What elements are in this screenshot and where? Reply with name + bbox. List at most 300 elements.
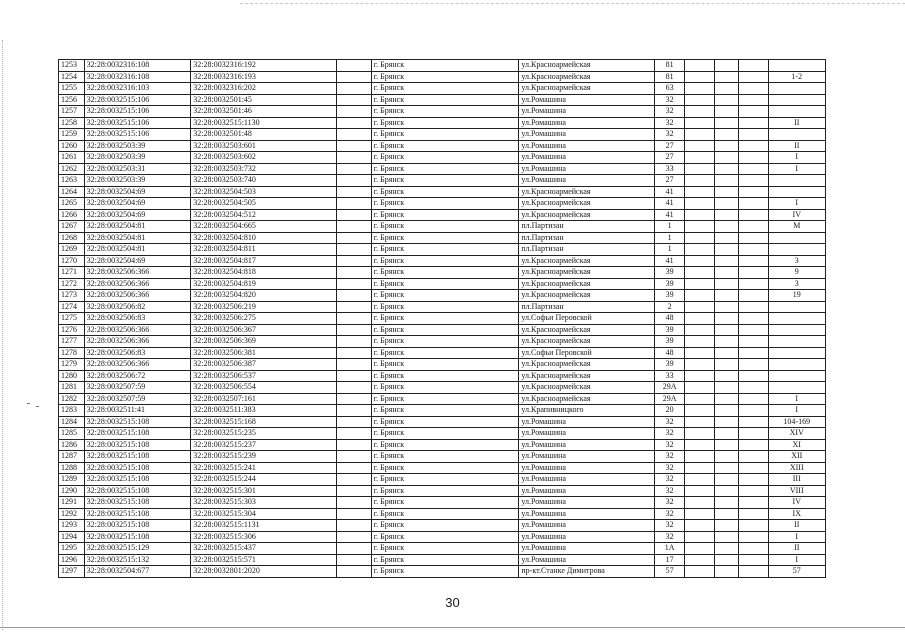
city: г. Брянск xyxy=(371,428,519,440)
empty-cell xyxy=(738,485,768,497)
empty-cell xyxy=(685,370,715,382)
house-number: 33 xyxy=(654,163,685,175)
object-cadastral-number: 32:28:0032503:602 xyxy=(191,152,337,164)
empty-cell xyxy=(336,382,371,394)
city: г. Брянск xyxy=(371,94,519,106)
object-cadastral-number: 32:28:0032515:241 xyxy=(191,462,337,474)
empty-cell xyxy=(738,462,768,474)
table-row xyxy=(59,106,826,118)
row-number: 1282 xyxy=(59,393,85,405)
table-row xyxy=(59,255,826,267)
empty-cell xyxy=(715,439,739,451)
empty-cell xyxy=(715,106,739,118)
empty-cell xyxy=(336,244,371,256)
empty-cell xyxy=(685,267,715,279)
table-row xyxy=(59,209,826,221)
table-row xyxy=(59,301,826,313)
parcel-cadastral-number: 32:28:0032515:108 xyxy=(84,485,191,497)
empty-cell xyxy=(336,520,371,532)
house-number: 32 xyxy=(654,129,685,141)
empty-cell xyxy=(738,163,768,175)
object-cadastral-number: 32:28:0032503:740 xyxy=(191,175,337,187)
table-row xyxy=(59,232,826,244)
premises-number: I xyxy=(768,405,825,417)
parcel-cadastral-number: 32:28:0032504:69 xyxy=(84,186,191,198)
city: г. Брянск xyxy=(371,198,519,210)
empty-cell xyxy=(685,278,715,290)
row-number: 1285 xyxy=(59,428,85,440)
row-number: 1269 xyxy=(59,244,85,256)
table-row xyxy=(59,117,826,129)
premises-number xyxy=(768,382,825,394)
row-number: 1263 xyxy=(59,175,85,187)
empty-cell xyxy=(685,60,715,72)
empty-cell xyxy=(715,474,739,486)
city: г. Брянск xyxy=(371,520,519,532)
house-number: 32 xyxy=(654,497,685,509)
premises-number xyxy=(768,83,825,95)
premises-number: XI xyxy=(768,439,825,451)
parcel-cadastral-number: 32:28:0032316:103 xyxy=(84,83,191,95)
object-cadastral-number: 32:28:0032503:732 xyxy=(191,163,337,175)
empty-cell xyxy=(685,209,715,221)
premises-number: 57 xyxy=(768,566,825,578)
empty-cell xyxy=(336,152,371,164)
parcel-cadastral-number: 32:28:0032515:108 xyxy=(84,474,191,486)
parcel-cadastral-number: 32:28:0032506:366 xyxy=(84,336,191,348)
premises-number xyxy=(768,359,825,371)
empty-cell xyxy=(738,543,768,555)
premises-number: II xyxy=(768,543,825,555)
parcel-cadastral-number: 32:28:0032515:108 xyxy=(84,451,191,463)
house-number: 32 xyxy=(654,451,685,463)
city: г. Брянск xyxy=(371,336,519,348)
street: ул.Красноармейская xyxy=(519,278,654,290)
empty-cell xyxy=(738,255,768,267)
object-cadastral-number: 32:28:0032506:554 xyxy=(191,382,337,394)
city: г. Брянск xyxy=(371,267,519,279)
street: ул.Ромашина xyxy=(519,462,654,474)
premises-number xyxy=(768,324,825,336)
house-number: 39 xyxy=(654,336,685,348)
street: ул.Красноармейская xyxy=(519,393,654,405)
table-row xyxy=(59,462,826,474)
empty-cell xyxy=(685,140,715,152)
empty-cell xyxy=(685,175,715,187)
street: ул.Красноармейская xyxy=(519,71,654,83)
empty-cell xyxy=(336,278,371,290)
city: г. Брянск xyxy=(371,485,519,497)
empty-cell xyxy=(336,129,371,141)
street: ул.Красноармейская xyxy=(519,198,654,210)
empty-cell xyxy=(738,129,768,141)
empty-cell xyxy=(336,106,371,118)
city: г. Брянск xyxy=(371,324,519,336)
row-number: 1294 xyxy=(59,531,85,543)
object-cadastral-number: 32:28:0032504:819 xyxy=(191,278,337,290)
empty-cell xyxy=(738,106,768,118)
row-number: 1256 xyxy=(59,94,85,106)
object-cadastral-number: 32:28:0032316:192 xyxy=(191,60,337,72)
empty-cell xyxy=(738,474,768,486)
row-number: 1253 xyxy=(59,60,85,72)
empty-cell xyxy=(715,290,739,302)
empty-cell xyxy=(715,336,739,348)
premises-number: IV xyxy=(768,209,825,221)
empty-cell xyxy=(336,71,371,83)
empty-cell xyxy=(685,382,715,394)
house-number: 32 xyxy=(654,508,685,520)
empty-cell xyxy=(336,163,371,175)
object-cadastral-number: 32:28:0032801:2020 xyxy=(191,566,337,578)
city: г. Брянск xyxy=(371,554,519,566)
street: ул.Ромашина xyxy=(519,117,654,129)
empty-cell xyxy=(685,439,715,451)
city: г. Брянск xyxy=(371,60,519,72)
empty-cell xyxy=(738,232,768,244)
house-number: 27 xyxy=(654,140,685,152)
empty-cell xyxy=(715,301,739,313)
parcel-cadastral-number: 32:28:0032506:72 xyxy=(84,370,191,382)
house-number: 63 xyxy=(654,83,685,95)
premises-number xyxy=(768,60,825,72)
house-number: 39 xyxy=(654,267,685,279)
empty-cell xyxy=(336,290,371,302)
empty-cell xyxy=(738,152,768,164)
empty-cell xyxy=(685,359,715,371)
empty-cell xyxy=(738,370,768,382)
premises-number: XIII xyxy=(768,462,825,474)
premises-number: VIII xyxy=(768,485,825,497)
premises-number: II xyxy=(768,140,825,152)
empty-cell xyxy=(715,186,739,198)
empty-cell xyxy=(738,497,768,509)
premises-number: XIV xyxy=(768,428,825,440)
registry-table-body xyxy=(59,60,826,578)
parcel-cadastral-number: 32:28:0032506:82 xyxy=(84,301,191,313)
empty-cell xyxy=(336,428,371,440)
row-number: 1284 xyxy=(59,416,85,428)
table-row xyxy=(59,566,826,578)
house-number: 29А xyxy=(654,382,685,394)
city: г. Брянск xyxy=(371,106,519,118)
empty-cell xyxy=(336,175,371,187)
empty-cell xyxy=(685,543,715,555)
city: г. Брянск xyxy=(371,71,519,83)
row-number: 1297 xyxy=(59,566,85,578)
empty-cell xyxy=(336,347,371,359)
street: ул.Ромашина xyxy=(519,543,654,555)
parcel-cadastral-number: 32:28:0032515:106 xyxy=(84,117,191,129)
empty-cell xyxy=(685,117,715,129)
house-number: 32 xyxy=(654,474,685,486)
house-number: 41 xyxy=(654,209,685,221)
house-number: 20 xyxy=(654,405,685,417)
premises-number xyxy=(768,129,825,141)
empty-cell xyxy=(336,474,371,486)
object-cadastral-number: 32:28:0032515:1130 xyxy=(191,117,337,129)
empty-cell xyxy=(715,462,739,474)
house-number: 1 xyxy=(654,221,685,233)
object-cadastral-number: 32:28:0032515:306 xyxy=(191,531,337,543)
street: ул.Красноармейская xyxy=(519,370,654,382)
street: ул.Ромашина xyxy=(519,485,654,497)
empty-cell xyxy=(715,393,739,405)
premises-number xyxy=(768,232,825,244)
city: г. Брянск xyxy=(371,140,519,152)
empty-cell xyxy=(738,416,768,428)
empty-cell xyxy=(738,382,768,394)
empty-cell xyxy=(685,71,715,83)
row-number: 1266 xyxy=(59,209,85,221)
table-row xyxy=(59,428,826,440)
parcel-cadastral-number: 32:28:0032511:41 xyxy=(84,405,191,417)
empty-cell xyxy=(738,244,768,256)
empty-cell xyxy=(336,497,371,509)
table-row xyxy=(59,554,826,566)
parcel-cadastral-number: 32:28:0032503:31 xyxy=(84,163,191,175)
object-cadastral-number: 32:28:0032504:817 xyxy=(191,255,337,267)
premises-number: М xyxy=(768,221,825,233)
row-number: 1275 xyxy=(59,313,85,325)
empty-cell xyxy=(715,71,739,83)
street: ул.Ромашина xyxy=(519,451,654,463)
empty-cell xyxy=(336,324,371,336)
empty-cell xyxy=(715,416,739,428)
table-row xyxy=(59,416,826,428)
row-number: 1258 xyxy=(59,117,85,129)
empty-cell xyxy=(336,451,371,463)
parcel-cadastral-number: 32:28:0032504:81 xyxy=(84,232,191,244)
object-cadastral-number: 32:28:0032501:45 xyxy=(191,94,337,106)
street: ул.Красноармейская xyxy=(519,290,654,302)
house-number: 32 xyxy=(654,428,685,440)
parcel-cadastral-number: 32:28:0032504:677 xyxy=(84,566,191,578)
empty-cell xyxy=(715,221,739,233)
empty-cell xyxy=(336,566,371,578)
empty-cell xyxy=(715,382,739,394)
table-row xyxy=(59,324,826,336)
empty-cell xyxy=(685,554,715,566)
parcel-cadastral-number: 32:28:0032316:108 xyxy=(84,60,191,72)
empty-cell xyxy=(738,71,768,83)
table-row xyxy=(59,71,826,83)
empty-cell xyxy=(715,163,739,175)
row-number: 1268 xyxy=(59,232,85,244)
empty-cell xyxy=(685,232,715,244)
empty-cell xyxy=(336,416,371,428)
street: пл.Партизан xyxy=(519,244,654,256)
empty-cell xyxy=(738,554,768,566)
object-cadastral-number: 32:28:0032504:820 xyxy=(191,290,337,302)
row-number: 1255 xyxy=(59,83,85,95)
street: ул.Красноармейская xyxy=(519,83,654,95)
row-number: 1267 xyxy=(59,221,85,233)
table-row xyxy=(59,485,826,497)
row-number: 1296 xyxy=(59,554,85,566)
city: г. Брянск xyxy=(371,244,519,256)
table-row xyxy=(59,370,826,382)
street: пл.Партизан xyxy=(519,301,654,313)
empty-cell xyxy=(336,405,371,417)
empty-cell xyxy=(685,83,715,95)
city: г. Брянск xyxy=(371,474,519,486)
empty-cell xyxy=(715,175,739,187)
city: г. Брянск xyxy=(371,347,519,359)
city: г. Брянск xyxy=(371,83,519,95)
empty-cell xyxy=(336,221,371,233)
parcel-cadastral-number: 32:28:0032504:81 xyxy=(84,244,191,256)
empty-cell xyxy=(336,117,371,129)
empty-cell xyxy=(685,163,715,175)
city: г. Брянск xyxy=(371,393,519,405)
empty-cell xyxy=(715,152,739,164)
empty-cell xyxy=(685,290,715,302)
empty-cell xyxy=(715,566,739,578)
house-number: 48 xyxy=(654,313,685,325)
house-number: 39 xyxy=(654,324,685,336)
street: пр-кт.Станке Димитрова xyxy=(519,566,654,578)
parcel-cadastral-number: 32:28:0032504:69 xyxy=(84,198,191,210)
row-number: 1265 xyxy=(59,198,85,210)
house-number: 39 xyxy=(654,290,685,302)
object-cadastral-number: 32:28:0032504:818 xyxy=(191,267,337,279)
premises-number xyxy=(768,370,825,382)
object-cadastral-number: 32:28:0032515:301 xyxy=(191,485,337,497)
object-cadastral-number: 32:28:0032507:161 xyxy=(191,393,337,405)
empty-cell xyxy=(715,359,739,371)
object-cadastral-number: 32:28:0032506:275 xyxy=(191,313,337,325)
street: ул.Крапивницкого xyxy=(519,405,654,417)
city: г. Брянск xyxy=(371,531,519,543)
empty-cell xyxy=(738,117,768,129)
row-number: 1281 xyxy=(59,382,85,394)
table-row xyxy=(59,129,826,141)
empty-cell xyxy=(715,370,739,382)
parcel-cadastral-number: 32:28:0032506:366 xyxy=(84,267,191,279)
premises-number: 104-169 xyxy=(768,416,825,428)
row-number: 1270 xyxy=(59,255,85,267)
empty-cell xyxy=(685,566,715,578)
premises-number xyxy=(768,186,825,198)
premises-number: XII xyxy=(768,451,825,463)
empty-cell xyxy=(738,566,768,578)
street: ул.Ромашина xyxy=(519,94,654,106)
row-number: 1287 xyxy=(59,451,85,463)
row-number: 1261 xyxy=(59,152,85,164)
house-number: 1 xyxy=(654,244,685,256)
house-number: 27 xyxy=(654,152,685,164)
empty-cell xyxy=(336,462,371,474)
parcel-cadastral-number: 32:28:0032515:108 xyxy=(84,439,191,451)
table-row xyxy=(59,83,826,95)
city: г. Брянск xyxy=(371,359,519,371)
row-number: 1276 xyxy=(59,324,85,336)
street: ул.Ромашина xyxy=(519,175,654,187)
empty-cell xyxy=(738,347,768,359)
row-number: 1264 xyxy=(59,186,85,198)
empty-cell xyxy=(715,244,739,256)
street: ул.Ромашина xyxy=(519,106,654,118)
row-number: 1288 xyxy=(59,462,85,474)
city: г. Брянск xyxy=(371,451,519,463)
house-number: 2 xyxy=(654,301,685,313)
house-number: 1А xyxy=(654,543,685,555)
empty-cell xyxy=(738,336,768,348)
empty-cell xyxy=(738,198,768,210)
city: г. Брянск xyxy=(371,405,519,417)
parcel-cadastral-number: 32:28:0032515:108 xyxy=(84,520,191,532)
street: ул.Софьи Перовской xyxy=(519,313,654,325)
empty-cell xyxy=(715,313,739,325)
empty-cell xyxy=(738,83,768,95)
house-number: 48 xyxy=(654,347,685,359)
empty-cell xyxy=(336,186,371,198)
empty-cell xyxy=(715,543,739,555)
row-number: 1279 xyxy=(59,359,85,371)
object-cadastral-number: 32:28:0032501:46 xyxy=(191,106,337,118)
row-number: 1295 xyxy=(59,543,85,555)
object-cadastral-number: 32:28:0032515:571 xyxy=(191,554,337,566)
empty-cell xyxy=(336,485,371,497)
empty-cell xyxy=(336,554,371,566)
empty-cell xyxy=(336,531,371,543)
empty-cell xyxy=(685,531,715,543)
parcel-cadastral-number: 32:28:0032506:83 xyxy=(84,313,191,325)
parcel-cadastral-number: 32:28:0032506:366 xyxy=(84,324,191,336)
row-number: 1291 xyxy=(59,497,85,509)
empty-cell xyxy=(336,359,371,371)
object-cadastral-number: 32:28:0032506:381 xyxy=(191,347,337,359)
empty-cell xyxy=(336,209,371,221)
empty-cell xyxy=(336,313,371,325)
table-row xyxy=(59,543,826,555)
empty-cell xyxy=(685,324,715,336)
premises-number xyxy=(768,94,825,106)
house-number: 32 xyxy=(654,462,685,474)
empty-cell xyxy=(738,301,768,313)
street: пл.Партизан xyxy=(519,221,654,233)
parcel-cadastral-number: 32:28:0032503:39 xyxy=(84,140,191,152)
premises-number xyxy=(768,244,825,256)
empty-cell xyxy=(715,324,739,336)
premises-number: I xyxy=(768,152,825,164)
parcel-cadastral-number: 32:28:0032504:69 xyxy=(84,255,191,267)
premises-number xyxy=(768,336,825,348)
parcel-cadastral-number: 32:28:0032515:106 xyxy=(84,94,191,106)
object-cadastral-number: 32:28:0032515:235 xyxy=(191,428,337,440)
city: г. Брянск xyxy=(371,301,519,313)
empty-cell xyxy=(738,451,768,463)
city: г. Брянск xyxy=(371,382,519,394)
house-number: 29А xyxy=(654,393,685,405)
empty-cell xyxy=(738,290,768,302)
premises-number xyxy=(768,175,825,187)
object-cadastral-number: 32:28:0032506:537 xyxy=(191,370,337,382)
parcel-cadastral-number: 32:28:0032504:69 xyxy=(84,209,191,221)
row-number: 1289 xyxy=(59,474,85,486)
object-cadastral-number: 32:28:0032506:367 xyxy=(191,324,337,336)
house-number: 39 xyxy=(654,278,685,290)
street: ул.Красноармейская xyxy=(519,382,654,394)
house-number: 41 xyxy=(654,255,685,267)
street: ул.Красноармейская xyxy=(519,209,654,221)
scan-artifact-bottom-line xyxy=(0,627,905,628)
empty-cell xyxy=(685,244,715,256)
object-cadastral-number: 32:28:0032504:505 xyxy=(191,198,337,210)
house-number: 41 xyxy=(654,198,685,210)
empty-cell xyxy=(715,83,739,95)
